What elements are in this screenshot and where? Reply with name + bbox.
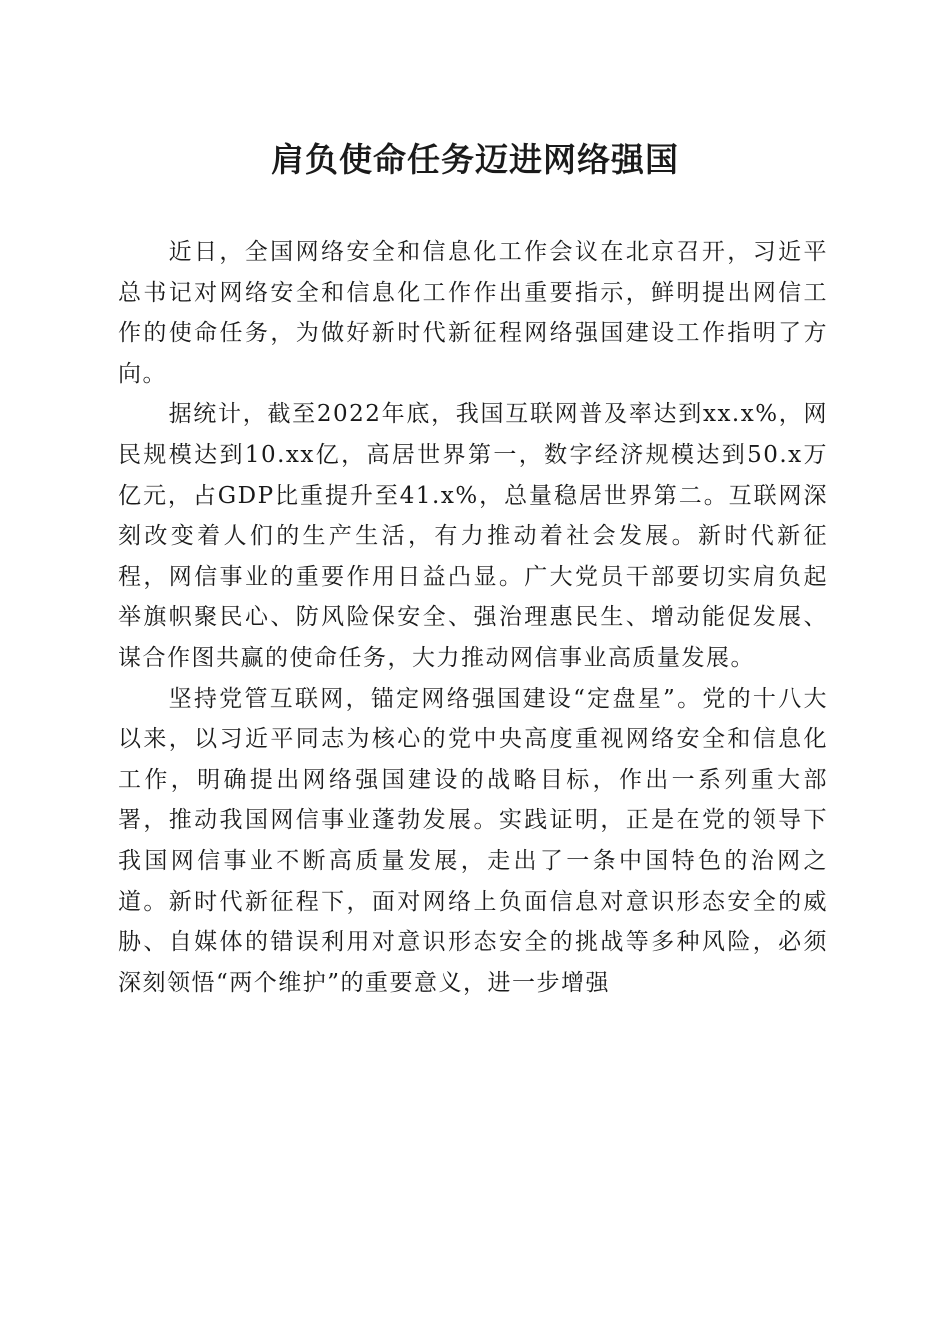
paragraph-3: 坚持党管互联网，锚定网络强国建设“定盘星”。党的十八大以来，以习近平同志为核心的党中央高度重视网络安全和信息化工作，明确提出网络强国建设的战略目标，作出一系列重大部署，推动我国网信事业蓬勃发展。实践证明，正是在党的领导下我国网信事业不断高质量发展，走出了一条中国特色的治网之道。新时代新征程下，面对网络上负面信息对意识形态安全的威胁、自媒体的错误利用对意识形态安全的挑战等多种风险，必须深刻领悟“两个维护”的重要意义，进一步增强 — [118, 685, 828, 996]
paragraph-2: 据统计，截至2022年底，我国互联网普及率达到xx.x%，网民规模达到10.xx亿，高居世界第一，数字经济规模达到50.x万亿元，占GDP比重提升至41.x%，总量稳居世界第二。互联网深刻改变着人们的生产生活，有力推动着社会发展。新时代新征程，网信事业的重要作用日益凸显。广大党员干部要切实肩负起举旗帜聚民心、防风险保安全、强治理惠民生、增动能促发展、谋合作图共赢的使命任务，大力推动网信事业高质量发展。 — [118, 401, 828, 671]
paragraph-1: 近日，全国网络安全和信息化工作会议在北京召开，习近平总书记对网络安全和信息化工作作出重要指示，鲜明提出网信工作的使命任务，为做好新时代新征程网络强国建设工作指明了方向。 — [118, 239, 828, 387]
document-title: 肩负使命任务迈进网络强国 — [271, 140, 679, 179]
document-body — [118, 232, 828, 1003]
